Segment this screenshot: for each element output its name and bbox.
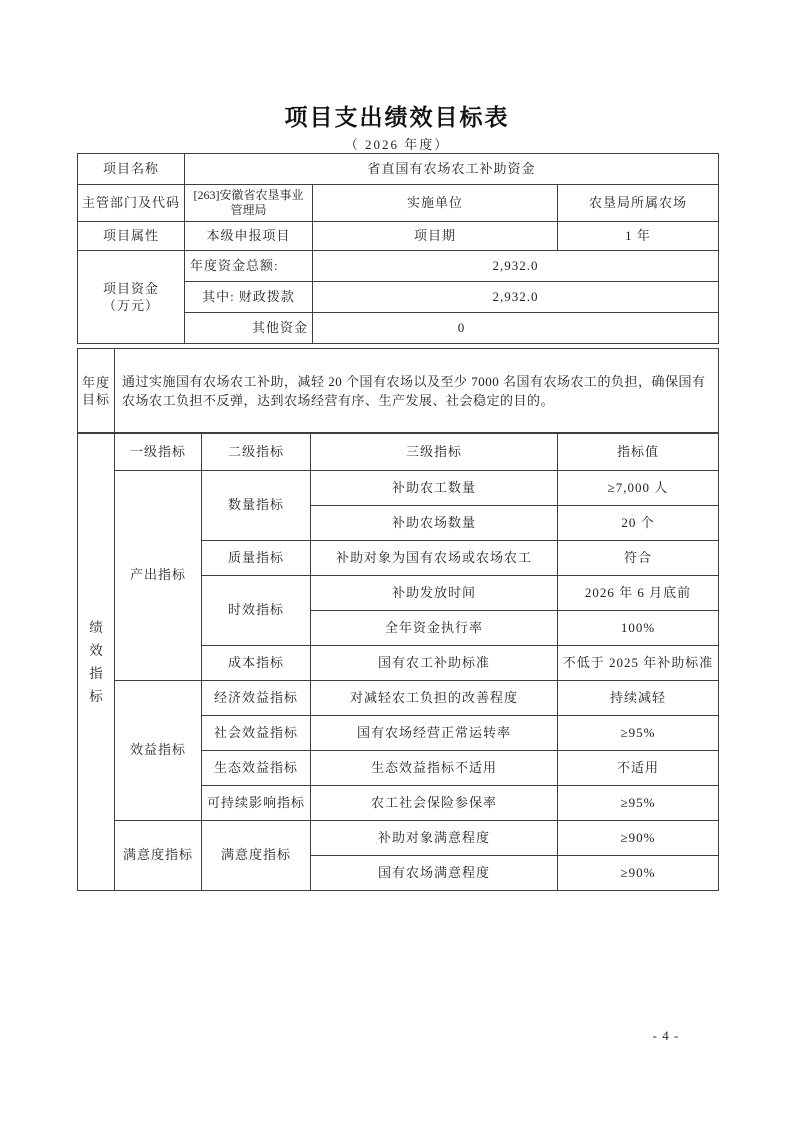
indicator-value: 100% bbox=[558, 611, 719, 646]
impl-unit-value: 农垦局所属农场 bbox=[558, 185, 719, 222]
header-value: 指标值 bbox=[558, 434, 719, 471]
level3-indicator: 生态效益指标不适用 bbox=[311, 751, 558, 786]
indicator-value: 20 个 bbox=[558, 506, 719, 541]
level1-benefit: 效益指标 bbox=[115, 681, 202, 821]
indicators-side-label: 绩效指标 bbox=[78, 434, 115, 891]
fund-other-value: 0 bbox=[313, 313, 719, 344]
annual-goal-label-line2: 目标 bbox=[81, 391, 110, 407]
table-row bbox=[78, 185, 719, 222]
indicator-value: ≥95% bbox=[558, 716, 719, 751]
page-title: 项目支出绩效目标表 bbox=[284, 105, 510, 130]
info-table bbox=[77, 153, 719, 344]
level3-indicator: 补助农场数量 bbox=[311, 506, 558, 541]
project-name-value: 省直国有农场农工补助资金 bbox=[185, 154, 719, 185]
header-level3: 三级指标 bbox=[311, 434, 558, 471]
level2-timeliness: 时效指标 bbox=[202, 576, 311, 646]
level2-satisfaction: 满意度指标 bbox=[202, 821, 311, 891]
level2-ecological: 生态效益指标 bbox=[202, 751, 311, 786]
table-row bbox=[78, 821, 719, 856]
level3-indicator: 国有农场经营正常运转率 bbox=[311, 716, 558, 751]
attr-label: 项目属性 bbox=[78, 222, 185, 251]
dept-label: 主管部门及代码 bbox=[78, 185, 185, 222]
fund-fiscal-label: 其中: 财政拨款 bbox=[185, 282, 313, 313]
level3-indicator: 对减轻农工负担的改善程度 bbox=[311, 681, 558, 716]
level2-sustainable: 可持续影响指标 bbox=[202, 786, 311, 821]
level3-indicator: 全年资金执行率 bbox=[311, 611, 558, 646]
level3-indicator: 国有农工补助标准 bbox=[311, 646, 558, 681]
annual-goal-text: 通过实施国有农场农工补助，减轻 20 个国有农场以及至少 7000 名国有农场农工的负担，确保国有农场农工负担不反弹，达到农场经营有序、生产发展、社会稳定的目的。 bbox=[115, 349, 719, 433]
annual-goal-table bbox=[77, 348, 719, 433]
project-name-label: 项目名称 bbox=[78, 154, 185, 185]
level1-output: 产出指标 bbox=[115, 471, 202, 681]
fund-other-label: 其他资金 bbox=[185, 313, 313, 344]
level1-satisfaction: 满意度指标 bbox=[115, 821, 202, 891]
dept-value: [263]安徽省农垦事业管理局 bbox=[185, 185, 313, 222]
table-row bbox=[78, 222, 719, 251]
indicator-value: 持续减轻 bbox=[558, 681, 719, 716]
period-label: 项目期 bbox=[313, 222, 558, 251]
indicator-value: ≥95% bbox=[558, 786, 719, 821]
indicator-value: 不适用 bbox=[558, 751, 719, 786]
indicator-value: 符合 bbox=[558, 541, 719, 576]
level2-social: 社会效益指标 bbox=[202, 716, 311, 751]
indicator-value: ≥90% bbox=[558, 856, 719, 891]
indicator-value: ≥7,000 人 bbox=[558, 471, 719, 506]
table-row bbox=[78, 471, 719, 506]
level2-economic: 经济效益指标 bbox=[202, 681, 311, 716]
header-level1: 一级指标 bbox=[115, 434, 202, 471]
level3-indicator: 补助对象为国有农场或农场农工 bbox=[311, 541, 558, 576]
level2-quality: 质量指标 bbox=[202, 541, 311, 576]
fund-total-value: 2,932.0 bbox=[313, 251, 719, 282]
table-row bbox=[78, 251, 719, 282]
fund-label-line2: （万元） bbox=[102, 298, 159, 313]
indicator-value: 不低于 2025 年补助标准 bbox=[558, 646, 719, 681]
document-body bbox=[77, 153, 718, 891]
level2-cost: 成本指标 bbox=[202, 646, 311, 681]
period-value: 1 年 bbox=[558, 222, 719, 251]
header-level2: 二级指标 bbox=[202, 434, 311, 471]
level3-indicator: 补助农工数量 bbox=[311, 471, 558, 506]
table-row bbox=[78, 681, 719, 716]
impl-unit-label: 实施单位 bbox=[313, 185, 558, 222]
fund-fiscal-value: 2,932.0 bbox=[313, 282, 719, 313]
fund-label bbox=[78, 251, 185, 344]
level2-quantity: 数量指标 bbox=[202, 471, 311, 541]
fund-label-line1: 项目资金 bbox=[102, 281, 159, 296]
attr-value: 本级申报项目 bbox=[185, 222, 313, 251]
level3-indicator: 国有农场满意程度 bbox=[311, 856, 558, 891]
indicator-value: 2026 年 6 月底前 bbox=[558, 576, 719, 611]
indicators-table bbox=[77, 433, 719, 891]
fund-total-label: 年度资金总额: bbox=[185, 251, 313, 282]
level3-indicator: 补助对象满意程度 bbox=[311, 821, 558, 856]
annual-goal-label bbox=[78, 349, 115, 433]
indicator-value: ≥90% bbox=[558, 821, 719, 856]
page-subtitle: （ 2026 年度） bbox=[344, 137, 450, 152]
page-number: - 4 - bbox=[652, 1028, 680, 1043]
indicators-header-row bbox=[78, 434, 719, 471]
annual-goal-label-line1: 年度 bbox=[81, 374, 110, 390]
level3-indicator: 补助发放时间 bbox=[311, 576, 558, 611]
level3-indicator: 农工社会保险参保率 bbox=[311, 786, 558, 821]
table-row bbox=[78, 349, 719, 433]
table-row bbox=[78, 154, 719, 185]
